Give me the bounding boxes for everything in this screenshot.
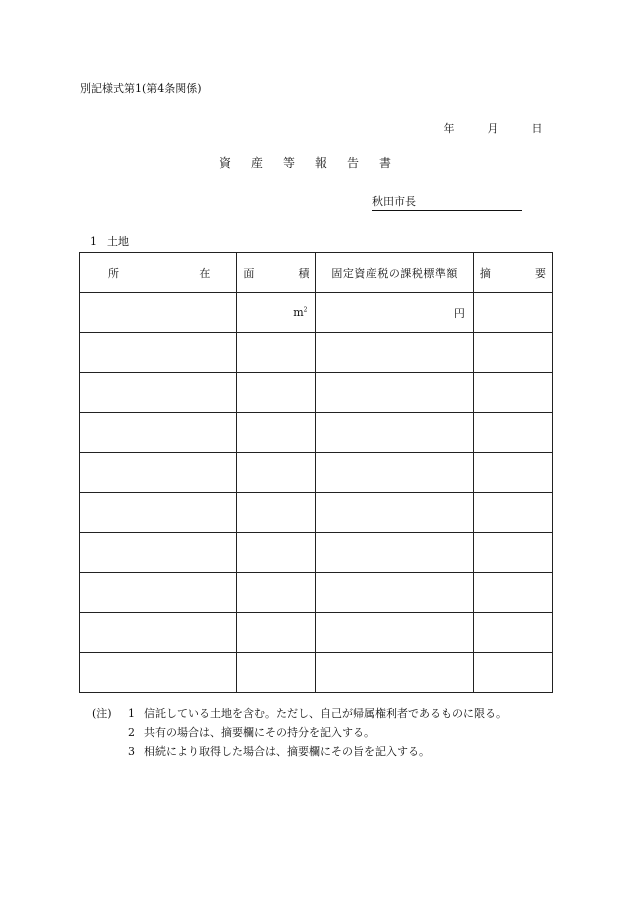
header-remarks: [473, 253, 552, 293]
note-number: 2: [128, 726, 135, 739]
date-line: [440, 120, 543, 136]
cell-area[interactable]: [237, 333, 316, 373]
cell-remarks[interactable]: [473, 373, 552, 413]
table-row: [80, 453, 553, 493]
notes-block: [92, 704, 507, 761]
cell-area[interactable]: [237, 493, 316, 533]
cell-area[interactable]: [237, 453, 316, 493]
addressee-line: [372, 193, 522, 211]
document-title: 資産等報告書: [219, 156, 412, 170]
cell-location[interactable]: [80, 493, 237, 533]
cell-assessed-value[interactable]: [316, 413, 473, 453]
note-text: 共有の場合は、摘要欄にその持分を記入する。: [144, 726, 375, 739]
cell-assessed-value[interactable]: [316, 573, 473, 613]
cell-area[interactable]: [237, 573, 316, 613]
cell-remarks[interactable]: [473, 293, 552, 333]
note-number: 1: [128, 707, 135, 720]
header-location: [80, 253, 237, 293]
section-number: 1: [90, 235, 97, 248]
land-table: [79, 252, 553, 693]
header-remarks-char-2: 要: [535, 266, 546, 280]
note-item: [92, 704, 507, 723]
date-month-label: 月: [487, 122, 499, 135]
cell-assessed-value[interactable]: [316, 653, 473, 693]
section-heading: [90, 233, 129, 249]
cell-area[interactable]: [237, 293, 316, 333]
date-day-label: 日: [531, 122, 543, 135]
cell-remarks[interactable]: [473, 613, 552, 653]
notes-prefix: (注): [92, 707, 112, 720]
cell-assessed-value[interactable]: [316, 493, 473, 533]
cell-area[interactable]: [237, 533, 316, 573]
addressee-label: 秋田市長: [372, 195, 416, 208]
cell-assessed-value[interactable]: [316, 373, 473, 413]
note-text: 相続により取得した場合は、摘要欄にその旨を記入する。: [144, 745, 430, 758]
cell-location[interactable]: [80, 653, 237, 693]
cell-area[interactable]: [237, 613, 316, 653]
cell-location[interactable]: [80, 373, 237, 413]
value-unit: 円: [453, 306, 465, 320]
table-row: [80, 413, 553, 453]
cell-assessed-value[interactable]: [316, 613, 473, 653]
table-row: [80, 533, 553, 573]
cell-location[interactable]: [80, 453, 237, 493]
header-remarks-char-1: 摘: [479, 266, 491, 280]
cell-location[interactable]: [80, 333, 237, 373]
cell-remarks[interactable]: [473, 493, 552, 533]
note-number: 3: [128, 745, 135, 758]
cell-area[interactable]: [237, 653, 316, 693]
cell-assessed-value[interactable]: [316, 533, 473, 573]
cell-remarks[interactable]: [473, 533, 552, 573]
cell-location[interactable]: [80, 573, 237, 613]
cell-area[interactable]: [237, 373, 316, 413]
cell-assessed-value[interactable]: [316, 293, 473, 333]
note-item: [92, 723, 507, 742]
note-text: 信託している土地を含む。ただし、自己が帰属権利者であるものに限る。: [144, 707, 507, 720]
header-area-char-2: 積: [298, 266, 310, 280]
header-area: [237, 253, 316, 293]
cell-remarks[interactable]: [473, 453, 552, 493]
cell-location[interactable]: [80, 533, 237, 573]
header-area-char-1: 面: [243, 266, 255, 280]
table-row: [80, 333, 553, 373]
area-unit: $m^2$: [293, 306, 308, 319]
section-label: 土地: [107, 235, 129, 248]
table-row: [80, 293, 553, 333]
note-item: [92, 742, 507, 761]
cell-location[interactable]: [80, 413, 237, 453]
cell-remarks[interactable]: [473, 573, 552, 613]
table-row: [80, 613, 553, 653]
table-row: [80, 373, 553, 413]
cell-assessed-value[interactable]: [316, 453, 473, 493]
table-row: [80, 493, 553, 533]
header-location-char-2: 在: [199, 266, 211, 280]
cell-remarks[interactable]: [473, 653, 552, 693]
header-assessed-value-label: 固定資産税の課税標準額: [331, 266, 458, 280]
cell-assessed-value[interactable]: [316, 333, 473, 373]
cell-remarks[interactable]: [473, 413, 552, 453]
header-assessed-value: [316, 253, 473, 293]
cell-remarks[interactable]: [473, 333, 552, 373]
table-row: [80, 573, 553, 613]
cell-location[interactable]: [80, 613, 237, 653]
form-reference: 別記様式第1(第4条関係): [80, 82, 202, 95]
header-location-char-1: 所: [108, 266, 119, 280]
table-header-row: [80, 253, 553, 293]
date-year-label: 年: [443, 122, 455, 135]
cell-location[interactable]: [80, 293, 237, 333]
cell-area[interactable]: [237, 413, 316, 453]
table-row: [80, 653, 553, 693]
